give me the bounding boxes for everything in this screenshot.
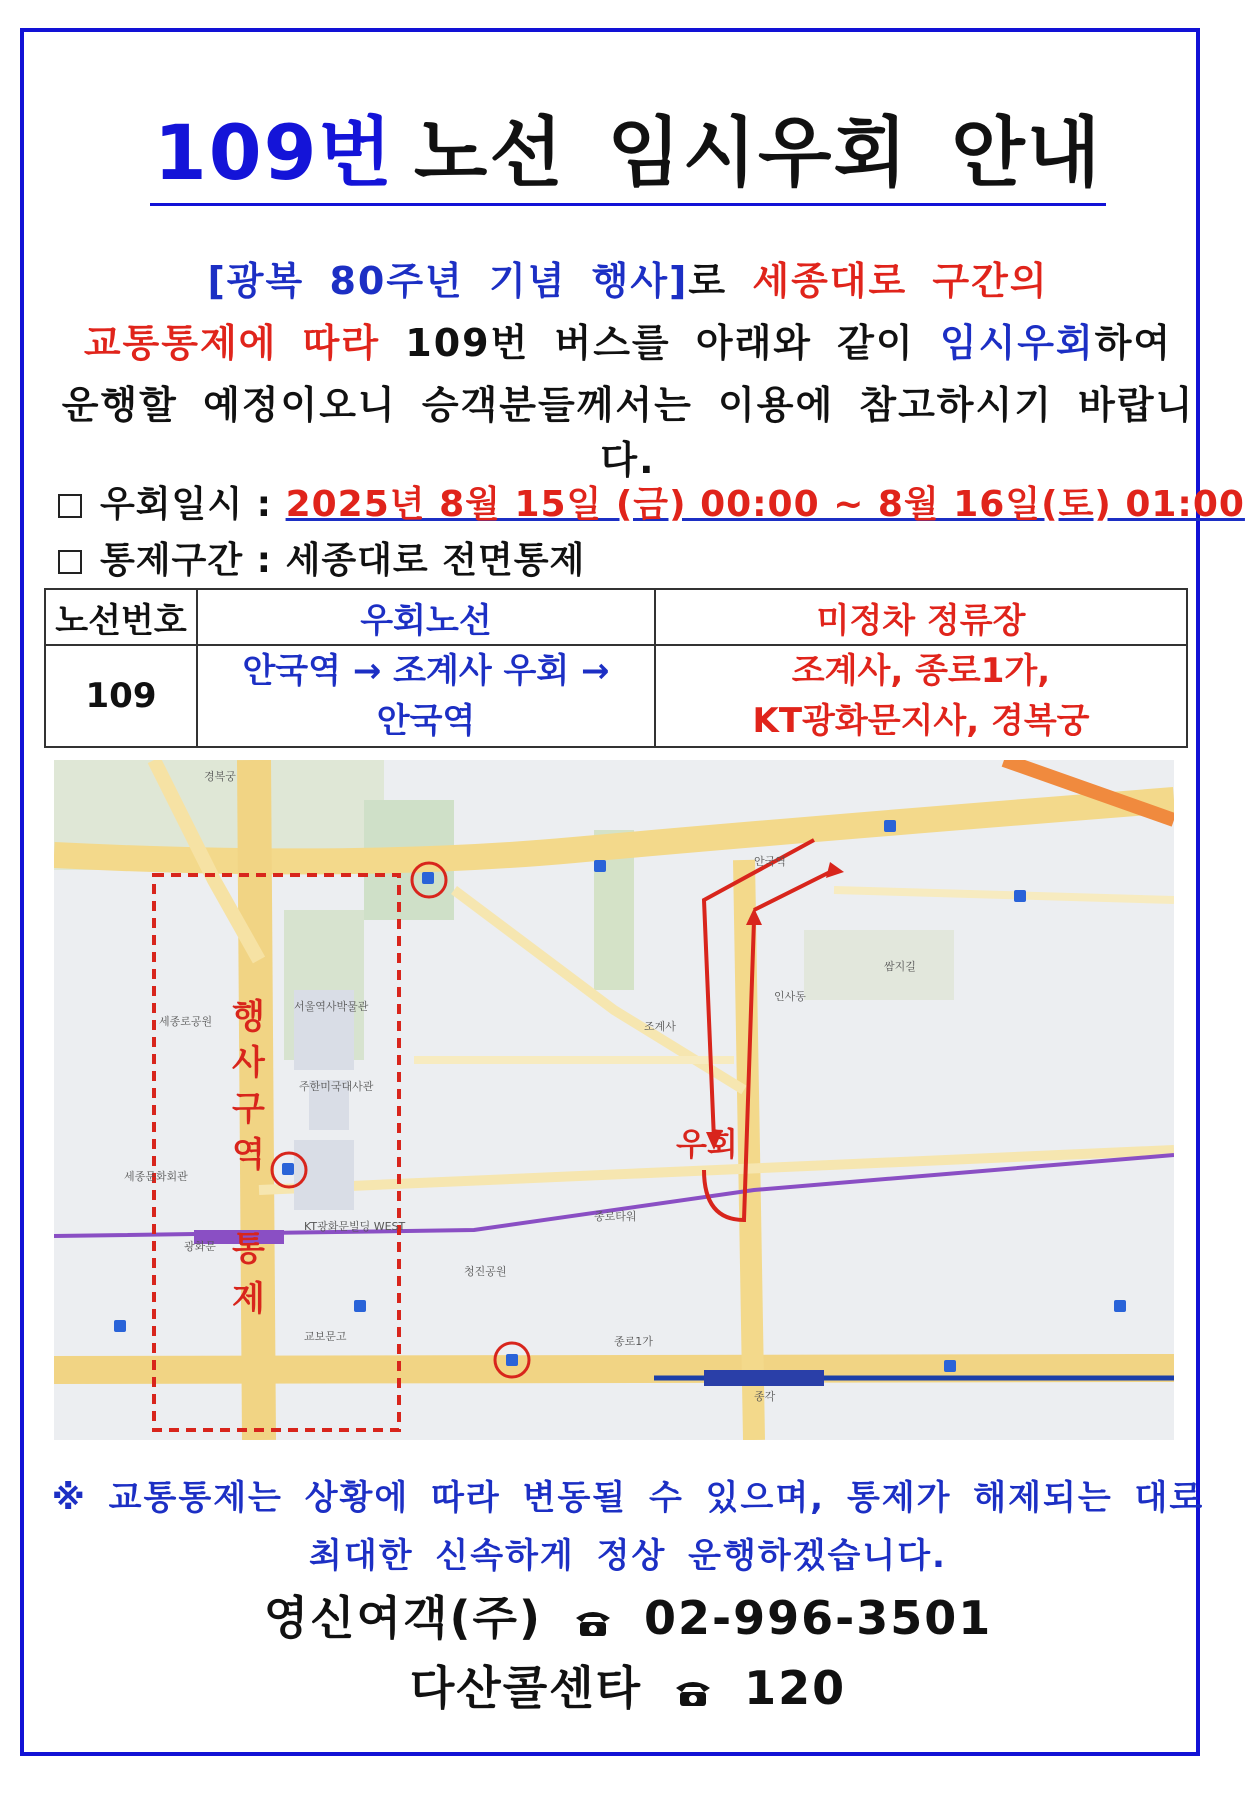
company-name: 영신여객(주) [263, 1591, 542, 1645]
map-label-gwanghwamun: 광화문 [184, 1240, 216, 1253]
telephone-icon [574, 1595, 612, 1649]
map-label-jongno: 종로1가 [614, 1335, 653, 1348]
event-label-char: 행 [232, 997, 265, 1037]
map-label-insadong: 인사동 [774, 990, 806, 1003]
building [294, 1140, 354, 1210]
control-section-value: 세종대로 전면통제 [285, 540, 586, 581]
map-label-museum: 서울역사박물관 [294, 1000, 369, 1013]
control-label-char: 제 [232, 1279, 265, 1319]
skipped-stops-line-1: 조계사, 종로1가, [791, 651, 1051, 691]
callcenter-contact [0, 1652, 1256, 1719]
telephone-icon [674, 1665, 712, 1719]
map-label-jogyesa: 조계사 [644, 1020, 676, 1033]
notice-line-2: 최대한 신속하게 정상 운행하겠습니다. [309, 1536, 947, 1576]
notice-line-1: ※ 교통통제는 상황에 따라 변동될 수 있으며, 통제가 해제되는 대로 [51, 1478, 1205, 1518]
intro-section: 세종대로 구간의 [752, 259, 1049, 303]
checkbox-icon [58, 550, 82, 574]
map-label-embassy: 주한미국대사관 [299, 1080, 374, 1093]
header-route-number: 노선번호 [45, 589, 197, 645]
road-jongno [54, 1368, 1174, 1370]
detour-route-line-1: 안국역 → 조계사 우회 → [242, 651, 610, 691]
map-canvas [54, 760, 1174, 1440]
map-label-gyeongbok: 경복궁 [204, 770, 236, 783]
intro-mid-2: 109번 버스를 아래와 같이 [380, 321, 940, 365]
control-section-label: 통제구간 : [100, 540, 286, 581]
table-header-row [45, 589, 1187, 645]
intro-end: 하여 [1094, 321, 1173, 365]
skipped-stops-line-2: KT광화문지사, 경복궁 [752, 701, 1090, 741]
cell-detour-route [197, 645, 655, 747]
detour-map-label: 우회 [676, 1125, 738, 1163]
detour-route-line-2: 안국역 [376, 701, 476, 741]
intro-line-1 [40, 250, 1216, 305]
control-label-char: 통 [232, 1229, 265, 1269]
event-label-char: 사 [232, 1043, 265, 1083]
detour-time-row [58, 476, 1245, 527]
intro-control: 교통통제에 따라 [83, 321, 381, 365]
map-label-jongno-tower: 종로타워 [594, 1210, 637, 1223]
title-text: 노선 임시우회 안내 [413, 108, 1103, 197]
event-label-char: 역 [232, 1135, 265, 1175]
cell-skipped-stops [655, 645, 1187, 747]
map-label-anguk: 안국역 [754, 855, 786, 868]
map-label-sejong-center: 세종문화회관 [124, 1170, 188, 1183]
green-area [804, 930, 954, 1000]
header-skipped-stops: 미정차 정류장 [655, 589, 1187, 645]
callcenter-name: 다산콜센타 [409, 1661, 643, 1715]
jonggak-station [704, 1370, 824, 1386]
company-contact [0, 1582, 1256, 1649]
header-detour-route: 우회노선 [197, 589, 655, 645]
route-table [44, 588, 1188, 748]
callcenter-phone: 120 [744, 1661, 847, 1715]
intro-detour: 임시우회 [939, 321, 1095, 365]
map-label-kyobo: 교보문고 [304, 1330, 347, 1343]
title-route-number: 109번 [153, 108, 394, 197]
intro-event: [광복 80주년 기념 행사] [207, 259, 689, 303]
map-label-jonggak: 종각 [754, 1390, 776, 1403]
checkbox-icon [58, 494, 82, 518]
map-label-ssamziegil: 쌈지길 [884, 960, 916, 973]
intro-line-2 [40, 312, 1216, 367]
company-phone: 02-996-3501 [644, 1591, 993, 1645]
detour-time-label: 우회일시 : [100, 484, 286, 525]
cell-route-number: 109 [45, 645, 197, 747]
control-section-row [58, 532, 585, 583]
map-label-kt: KT광화문빌딩 WEST [304, 1220, 406, 1233]
table-row [45, 645, 1187, 747]
map-label-cheonggye: 청진공원 [464, 1265, 507, 1278]
page-title [0, 92, 1256, 206]
map-label-sejong-park: 세종로공원 [159, 1015, 213, 1028]
detour-map [54, 760, 1174, 1440]
intro-line-3: 운행할 예정이오니 승객분들께서는 이용에 참고하시기 바랍니다. [61, 383, 1195, 482]
event-label-char: 구 [232, 1089, 265, 1129]
intro-mid-1: 로 [688, 259, 753, 303]
detour-time-value: 2025년 8월 15일 (금) 00:00 ~ 8월 16일(토) 01:00 [285, 484, 1245, 525]
